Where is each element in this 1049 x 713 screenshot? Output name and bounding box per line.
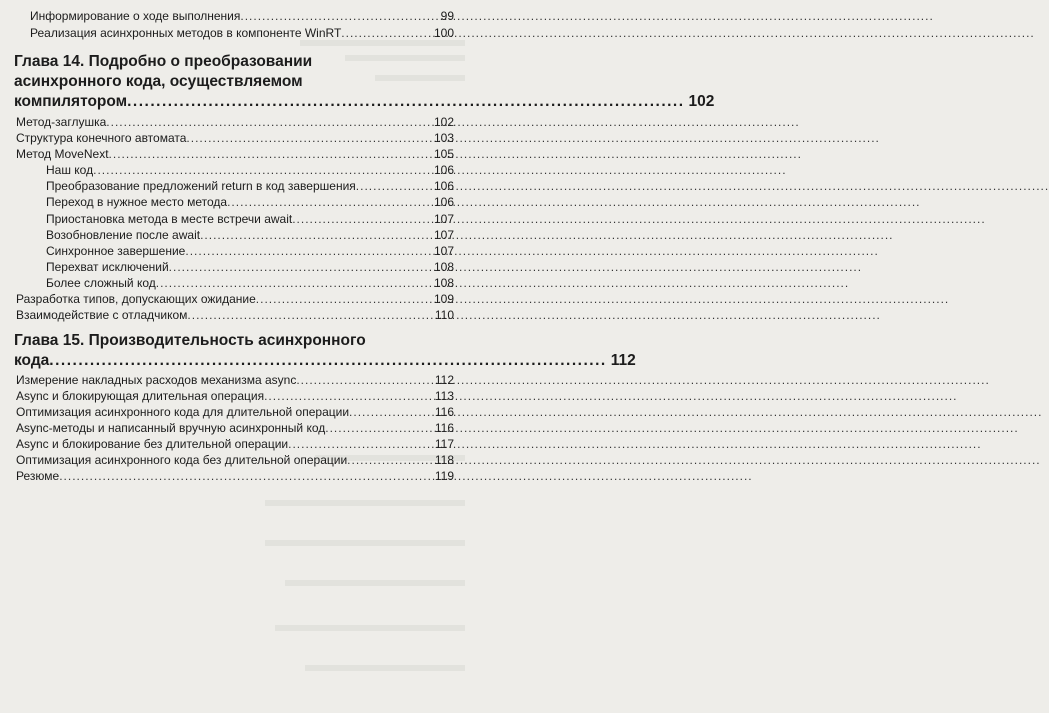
toc-entry-page: 119 [434, 469, 454, 483]
toc-entry-page: 108 [433, 276, 454, 290]
toc-entry-page: 106 [433, 179, 454, 193]
toc-subentry [46, 276, 454, 291]
toc-entry [16, 147, 454, 162]
toc-entry [30, 9, 454, 24]
toc-entry-page: 118 [434, 453, 454, 467]
chapter-title-line: Глава 14. Подробно о преобразовании [14, 53, 313, 70]
toc-entry-title: Информирование о ходе выполнения [30, 9, 241, 23]
dot-leader [93, 163, 432, 178]
dot-leader [109, 147, 432, 162]
toc-entry-page: 100 [433, 26, 454, 40]
dot-leader [185, 244, 432, 259]
toc-subentry [46, 163, 454, 178]
toc-entry-title: Оптимизация асинхронного кода для длительной операции [16, 405, 350, 419]
dot-leader [296, 373, 433, 388]
show-through [265, 540, 465, 546]
toc-entry-page: 107 [433, 244, 454, 258]
chapter-title-line [14, 92, 715, 112]
toc-entry-page: 116 [434, 405, 454, 419]
toc-subentry [46, 212, 454, 227]
toc-entry-page: 112 [434, 373, 454, 387]
chapter-title-text: компилятором [14, 93, 128, 110]
dot-leader [341, 26, 432, 41]
dot-leader [256, 292, 432, 307]
toc-entry [30, 26, 454, 41]
toc-entry-page: 106 [433, 195, 454, 209]
toc-entry-page: 107 [433, 212, 454, 226]
toc-entry-page: 102 [433, 115, 454, 129]
toc-entry-page: 117 [434, 437, 454, 451]
toc-entry-page: 108 [433, 260, 454, 274]
dot-leader [264, 389, 433, 404]
toc-entry-title: Переход в нужное место метода [46, 195, 228, 209]
show-through [275, 625, 465, 631]
toc-entry-title: Взаимодействие с отладчиком [16, 308, 188, 322]
toc-entry-title: Async-методы и написанный вручную асинхронный код [16, 421, 326, 435]
toc-entry-title: Измерение накладных расходов механизма async [16, 373, 297, 387]
toc-entry-title: Разработка типов, допускающих ожидание [16, 292, 256, 306]
chapter-title-line: Глава 15. Производительность асинхронного [14, 332, 366, 349]
toc-entry [16, 115, 454, 130]
toc-subentry [46, 228, 454, 243]
toc-entry-title: Метод MoveNext [16, 147, 109, 161]
chapter-page: 102 [688, 93, 715, 110]
toc-subentry [46, 260, 454, 275]
toc-entry-title: Перехват исключений [46, 260, 169, 274]
toc-entry-title: Синхронное завершение [46, 244, 186, 258]
toc-entry-title: Структура конечного автомата [16, 131, 187, 145]
dot-leader [127, 92, 684, 112]
toc-entry-title: Возобновление после await [46, 228, 201, 242]
show-through [285, 580, 465, 586]
toc-entry [16, 373, 454, 388]
dot-leader [292, 212, 432, 227]
toc-entry-title: Наш код [46, 163, 94, 177]
toc-subentry [46, 179, 454, 194]
dot-leader [347, 453, 433, 468]
dot-leader [349, 405, 433, 420]
chapter-page: 112 [610, 352, 636, 369]
dot-leader [227, 195, 432, 210]
toc-entry-page: 109 [433, 292, 454, 306]
dot-leader [106, 115, 432, 130]
dot-leader [49, 351, 606, 371]
toc-entry [16, 308, 454, 323]
chapter-title-text: кода [14, 352, 50, 369]
dot-leader [169, 260, 432, 275]
dot-leader [59, 469, 433, 484]
toc-entry-title: Оптимизация асинхронного кода без длительной операции [16, 453, 348, 467]
toc-entry-page: 116 [434, 421, 454, 435]
show-through [305, 665, 465, 671]
toc-entry-page: 106 [433, 163, 454, 177]
toc-subentry [46, 244, 454, 259]
toc-entry-title: Реализация асинхронных методов в компоненте WinRT [30, 26, 342, 40]
show-through [265, 500, 465, 506]
toc-entry-page: 113 [434, 389, 454, 403]
dot-leader [325, 421, 433, 436]
toc-entry-page: 103 [433, 131, 454, 145]
toc-entry-title: Преобразование предложений return в код завершения [46, 179, 356, 193]
toc-entry-title: Async и блокирующая длительная операция [16, 389, 265, 403]
toc-entry [16, 292, 454, 307]
dot-leader [288, 437, 433, 452]
toc-entry [16, 453, 454, 468]
toc-entry-page: 110 [434, 308, 454, 322]
toc-entry-page: 105 [433, 147, 454, 161]
toc-entry-page: 99 [440, 9, 454, 23]
dot-leader [187, 308, 432, 323]
toc-entry-title: Более сложный код [46, 276, 156, 290]
chapter-title-line: асинхронного кода, осуществляемом [14, 73, 303, 90]
toc-entry [16, 437, 454, 452]
dot-leader [356, 179, 432, 194]
toc-entry [16, 421, 454, 436]
chapter-15-heading [14, 331, 636, 371]
dot-leader [186, 131, 432, 146]
toc-entry [16, 389, 454, 404]
toc-entry-title: Async и блокирование без длительной операции [16, 437, 289, 451]
dot-leader [200, 228, 432, 243]
dot-leader [240, 9, 438, 24]
dot-leader [156, 276, 432, 291]
toc-subentry [46, 195, 454, 210]
toc-entry-page: 107 [433, 228, 454, 242]
chapter-14-heading [14, 52, 715, 112]
toc-entry-title: Приостановка метода в месте встречи await [46, 212, 293, 226]
toc-entry-title: Метод-заглушка [16, 115, 107, 129]
toc-entry-title: Резюме [16, 469, 60, 483]
chapter-title-line [14, 351, 636, 371]
toc-entry [16, 131, 454, 146]
toc-entry [16, 405, 454, 420]
toc-entry [16, 469, 454, 484]
